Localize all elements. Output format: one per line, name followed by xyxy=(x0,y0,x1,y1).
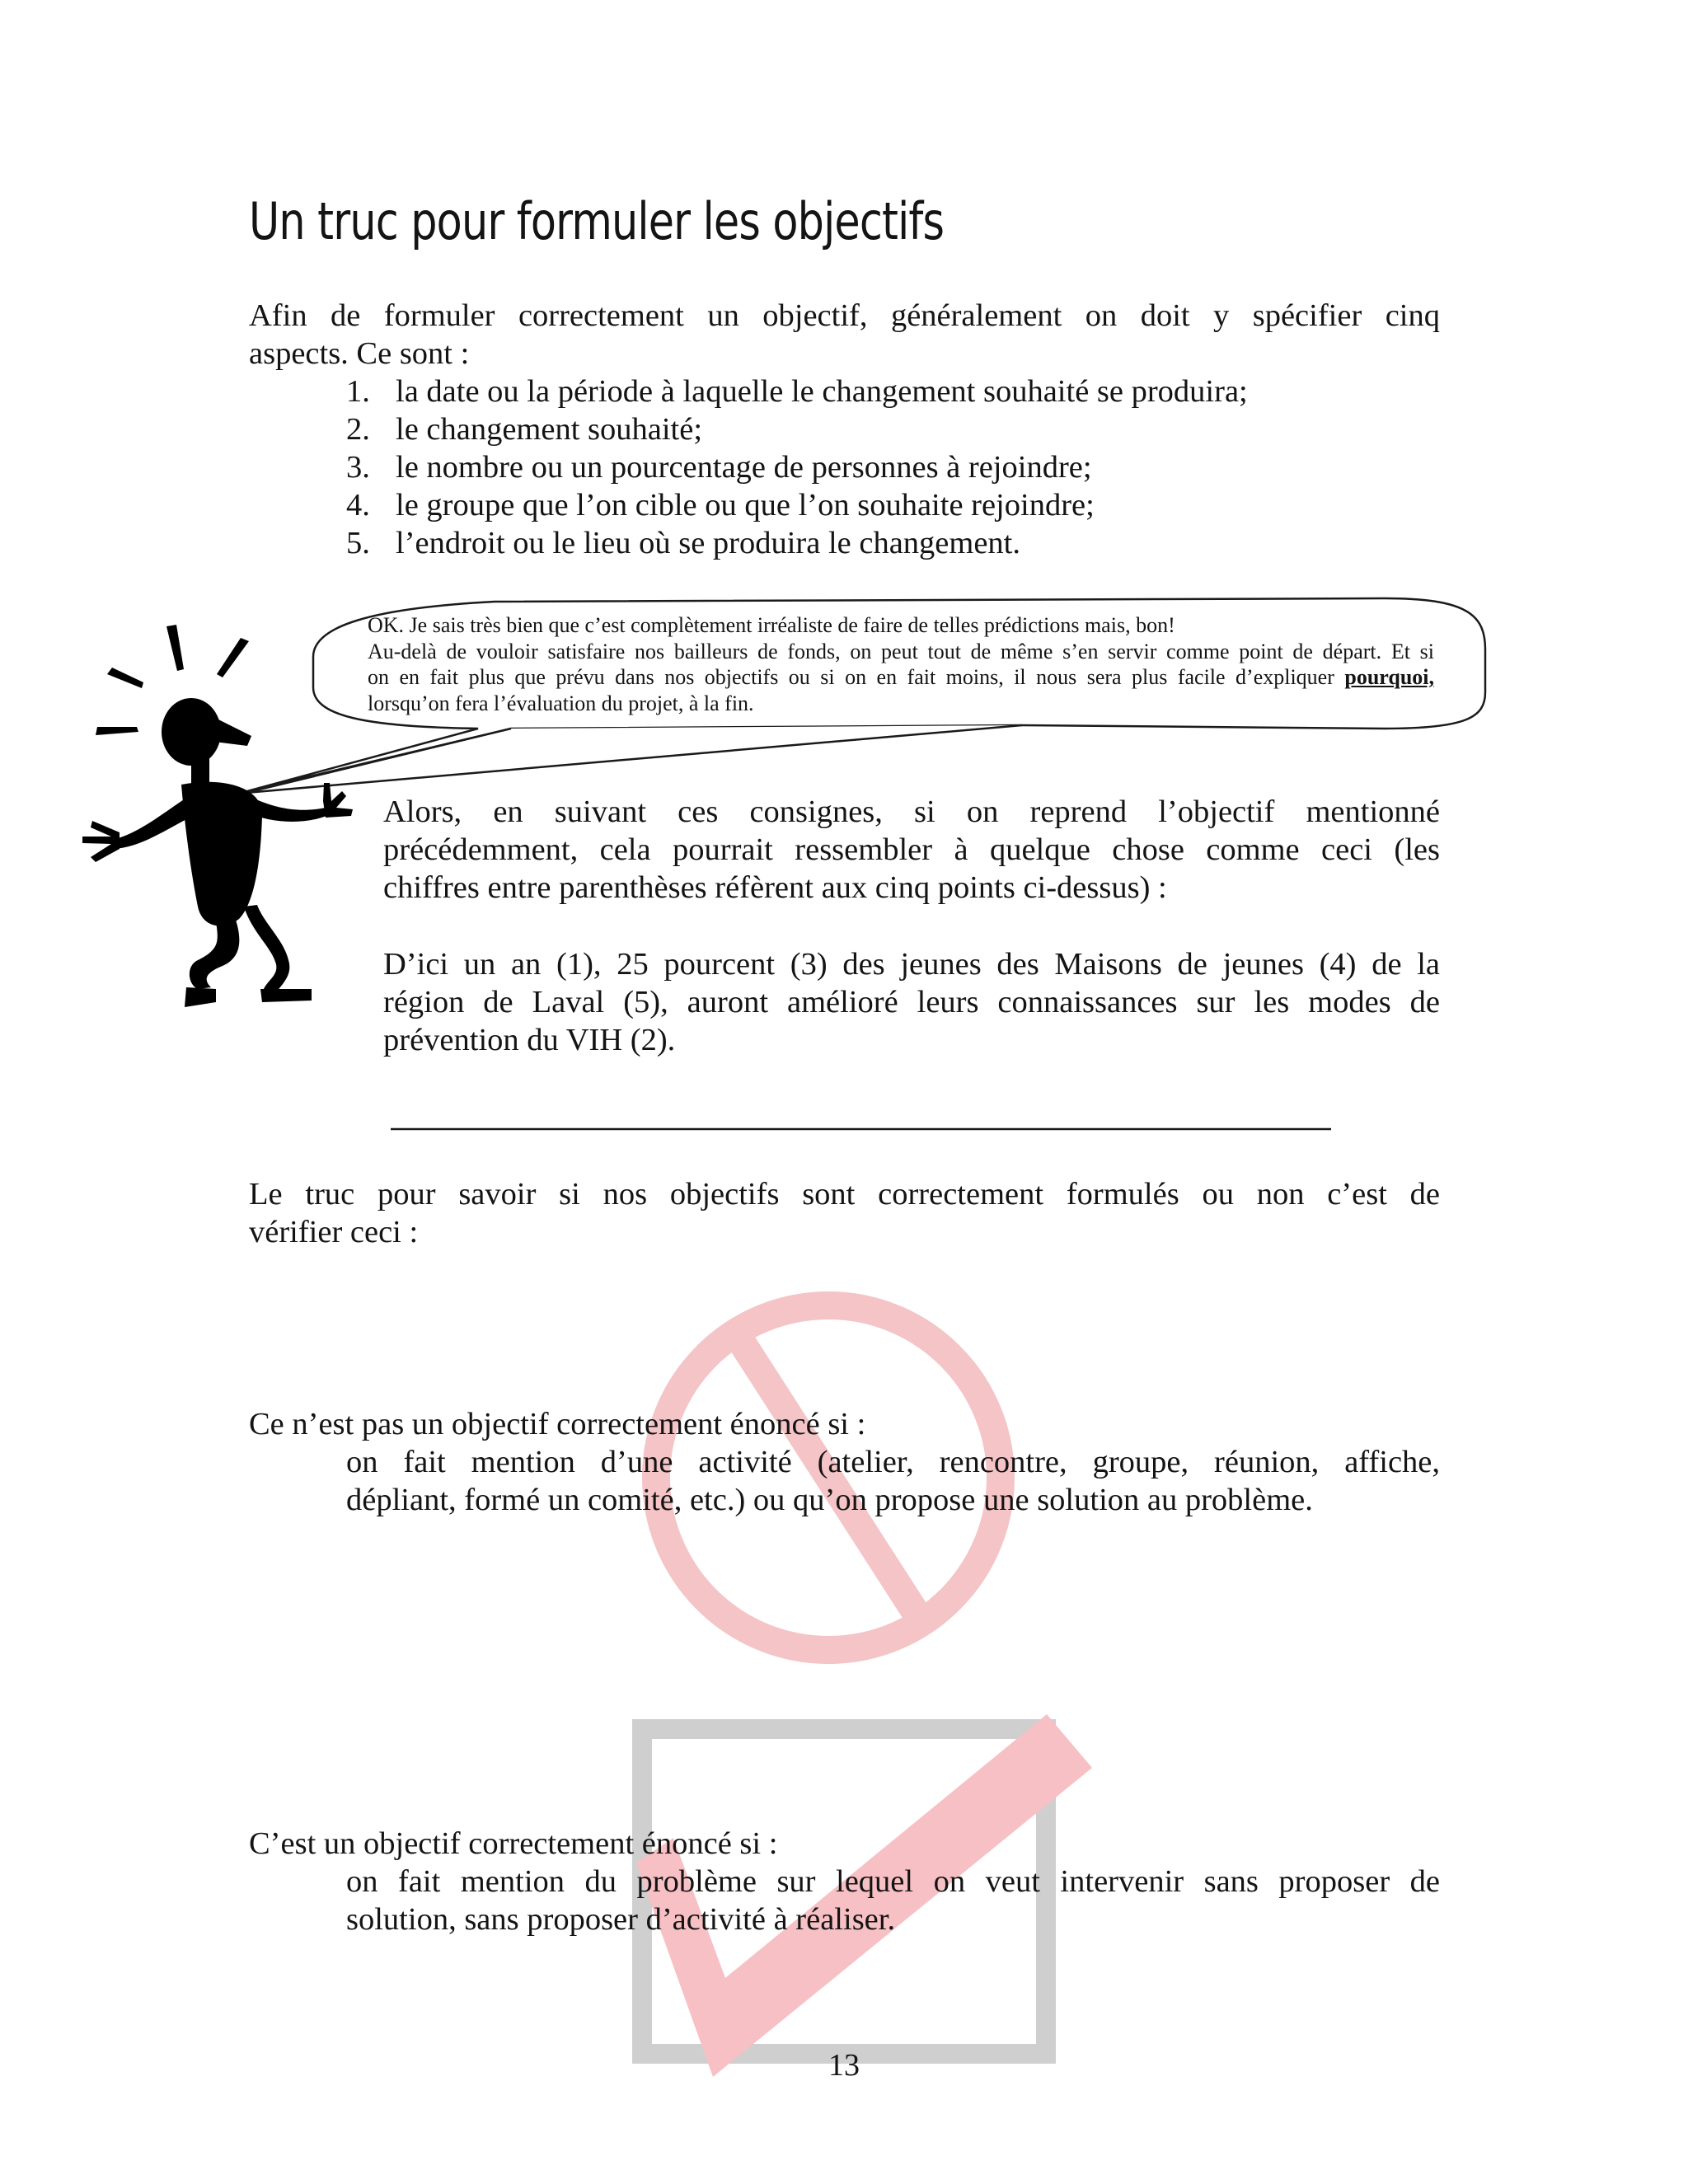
intro-line: aspects. Ce sont : xyxy=(249,336,470,371)
paragraph-line: Alors, en suivant ces consignes, si on reprend l’objectif mentionné xyxy=(383,794,1440,829)
list-item-text: la date ou la période à laquelle le changement souhaité se produira; xyxy=(396,374,1248,409)
paragraph-line: précédemment, cela pourrait ressembler à quelque chose comme ceci (les xyxy=(383,832,1440,867)
bubble-line xyxy=(368,664,1434,691)
list-item-number: 5. xyxy=(346,526,370,560)
bubble-line: lorsqu’on fera l’évaluation du projet, à la fin. xyxy=(368,691,754,715)
list-item xyxy=(346,410,1459,448)
not-objective-heading: Ce n’est pas un objectif correctement énoncé si : xyxy=(249,1407,866,1441)
list-item-number: 2. xyxy=(346,412,370,447)
paragraph-line: D’ici un an (1), 25 pourcent (3) des jeunes des Maisons de jeunes (4) de la xyxy=(383,947,1440,982)
list-item-text: le changement souhaité; xyxy=(396,412,703,447)
example-intro-paragraph xyxy=(383,793,1440,907)
bubble-line: Au-delà de vouloir satisfaire nos bailleurs de fonds, on peut tout de même s’en servir comme point de départ. Et si xyxy=(368,639,1434,663)
paragraph-line: solution, sans proposer d’activité à réaliser. xyxy=(346,1902,896,1937)
list-item-number: 1. xyxy=(346,374,370,409)
intro-paragraph xyxy=(249,297,1440,373)
list-item-text: l’endroit ou le lieu où se produira le changement. xyxy=(396,526,1020,560)
bubble-line-start: on en fait plus que prévu dans nos objectifs ou si on en fait moins, il nous sera plus facile d’expliquer xyxy=(368,665,1334,689)
paragraph-line: Le truc pour savoir si nos objectifs sont correctement formulés ou non c’est de xyxy=(249,1177,1440,1212)
speech-bubble-text xyxy=(368,612,1434,716)
not-objective-description xyxy=(346,1443,1440,1519)
list-item-number: 3. xyxy=(346,450,370,485)
page-number: 13 xyxy=(828,2048,860,2083)
list-item xyxy=(346,524,1459,562)
list-item-text: le groupe que l’on cible ou que l’on souhaite rejoindre; xyxy=(396,488,1095,523)
list-item-text: le nombre ou un pourcentage de personnes à rejoindre; xyxy=(396,450,1092,485)
paragraph-line: vérifier ceci : xyxy=(249,1215,419,1249)
is-objective-heading: C’est un objectif correctement énoncé si : xyxy=(249,1826,778,1861)
paragraph-line: on fait mention du problème sur lequel on veut intervenir sans proposer de xyxy=(346,1864,1440,1899)
list-item xyxy=(346,486,1459,524)
list-item xyxy=(346,448,1459,486)
aspects-list xyxy=(346,373,1459,562)
list-item xyxy=(346,373,1459,410)
paragraph-line: chiffres entre parenthèses réfèrent aux cinq points ci-dessus) : xyxy=(383,870,1167,905)
paragraph-line: on fait mention d’une activité (atelier, rencontre, groupe, réunion, affiche, xyxy=(346,1445,1440,1479)
check-intro-paragraph xyxy=(249,1175,1440,1251)
paragraph-line: prévention du VIH (2). xyxy=(383,1023,676,1057)
paragraph-line: région de Laval (5), auront amélioré leurs connaissances sur les modes de xyxy=(383,985,1440,1019)
example-objective-paragraph xyxy=(383,945,1440,1059)
bubble-emphasis: pourquoi, xyxy=(1344,665,1435,689)
intro-line: Afin de formuler correctement un objectif, généralement on doit y spécifier cinq xyxy=(249,298,1440,333)
paragraph-line: dépliant, formé un comité, etc.) ou qu’on propose une solution au problème. xyxy=(346,1483,1313,1517)
is-objective-description xyxy=(346,1863,1440,1938)
list-item-number: 4. xyxy=(346,488,370,523)
page-title: Un truc pour formuler les objectifs xyxy=(249,191,945,251)
bubble-line: OK. Je sais très bien que c’est complètement irréaliste de faire de telles prédictions mais, bon! xyxy=(368,613,1175,637)
